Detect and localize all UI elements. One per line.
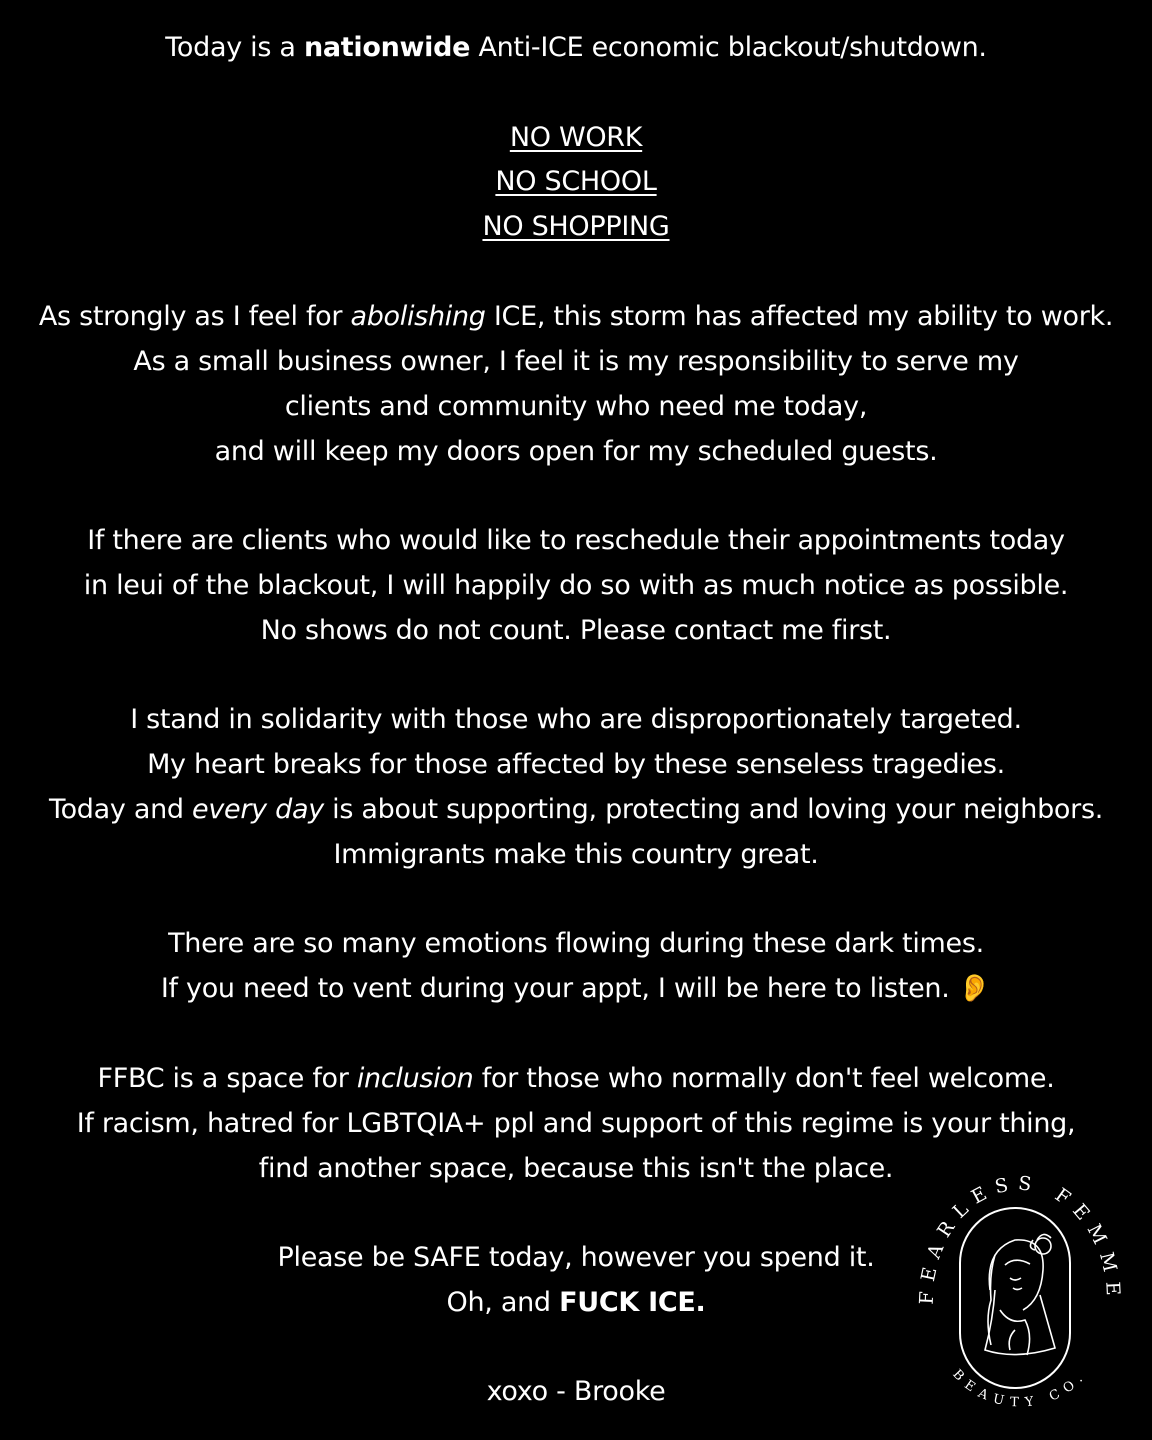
p2-line-4: and will keep my doors open for my scheduled guests.	[214, 436, 938, 467]
intro-text-end: Anti-ICE economic blackout/shutdown.	[470, 32, 987, 63]
p6-l1-pre: FFBC is a space for	[97, 1063, 357, 1094]
p6-l1-post: for those who normally don't feel welcome.	[473, 1063, 1055, 1094]
p4-line-3	[0, 792, 1152, 828]
p5-line-2	[0, 971, 1152, 1007]
logo-frame	[960, 1208, 1070, 1388]
no-school: NO SCHOOL	[495, 166, 657, 197]
logo-bottom-text: BEAUTY CO.	[949, 1366, 1091, 1410]
p4-line-1: I stand in solidarity with those who are disproportionately targeted.	[130, 704, 1022, 735]
p4-l3-italic: every day	[192, 794, 324, 825]
p2-l1-pre: As strongly as I feel for	[38, 301, 351, 332]
p2-l1-post: ICE, this storm has affected my ability to work.	[485, 301, 1114, 332]
ear-icon: 👂	[957, 973, 992, 1004]
p7-line-1: Please be SAFE today, however you spend it.	[277, 1242, 875, 1273]
p6-l1-italic: inclusion	[356, 1063, 474, 1094]
p4-line-2: My heart breaks for those affected by these senseless tragedies.	[147, 749, 1005, 780]
p2-line-1	[0, 299, 1152, 335]
p6-line-1	[0, 1061, 1152, 1097]
p4-l3-pre: Today and	[48, 794, 193, 825]
svg-text:FEARLESS FEMME	[916, 1172, 1125, 1305]
p3-line-3: No shows do not count. Please contact me first.	[260, 615, 892, 646]
p2-l1-italic: abolishing	[350, 301, 486, 332]
p2-line-3: clients and community who need me today,	[284, 391, 868, 422]
p3-line-1: If there are clients who would like to reschedule their appointments today	[87, 525, 1065, 556]
logo-top-text: FEARLESS FEMME	[915, 1172, 1125, 1305]
p6-line-2: If racism, hatred for LGBTQIA+ ppl and support of this regime is your thing,	[76, 1108, 1076, 1139]
p5-line-1: There are so many emotions flowing during these dark times.	[168, 928, 984, 959]
intro-line	[0, 30, 1152, 66]
no-shopping: NO SHOPPING	[482, 211, 670, 242]
p3-line-2: in leui of the blackout, I will happily do so with as much notice as possible.	[83, 570, 1069, 601]
no-work: NO WORK	[509, 122, 643, 153]
p7-l2-bold: FUCK ICE.	[559, 1287, 706, 1318]
p6-line-3: find another space, because this isn't the place.	[258, 1153, 894, 1184]
p4-line-4: Immigrants make this country great.	[333, 839, 819, 870]
intro-text: Today is a	[165, 32, 304, 63]
p7-l2-pre: Oh, and	[446, 1287, 560, 1318]
signoff: xoxo - Brooke	[486, 1376, 666, 1407]
p4-l3-post: is about supporting, protecting and loving your neighbors.	[323, 794, 1103, 825]
p2-line-2: As a small business owner, I feel it is my responsibility to serve my	[133, 346, 1019, 377]
intro-bold: nationwide	[303, 32, 471, 63]
p5-l2-text: If you need to vent during your appt, I will be here to listen.	[160, 973, 958, 1004]
fearless-femme-logo	[915, 1160, 1125, 1410]
woman-portrait-icon	[985, 1234, 1055, 1355]
